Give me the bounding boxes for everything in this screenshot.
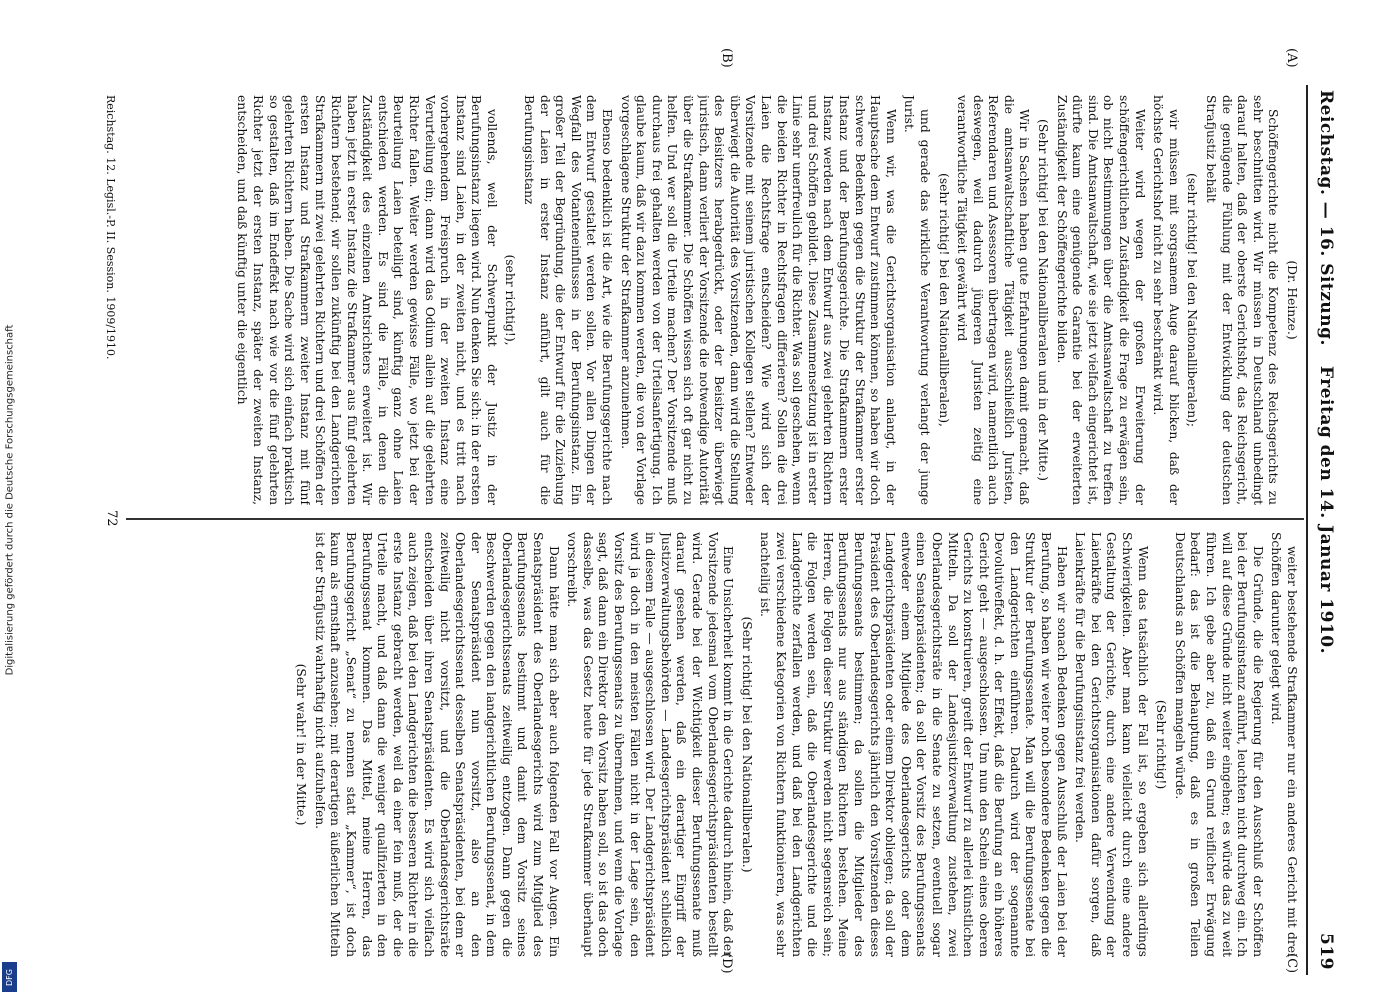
right-column <box>141 532 1299 957</box>
margin-mark-d: (D) <box>719 953 734 974</box>
header-date: Freitag den 14. Januar 1910. <box>1316 365 1336 655</box>
paragraph: (sehr richtig! bei den Nationalliberalen); <box>1185 172 1200 428</box>
page-footer: Reichstag. 12. Legisl.-P. II. Session. 1909/1910. <box>104 95 117 360</box>
paragraph: und gerade das wirkliche Verantwortung verlangt der junge Jurist. <box>902 95 932 505</box>
margin-mark-c: (C) <box>1284 953 1299 974</box>
digitization-credit <box>0 0 20 1000</box>
rotated-page-container <box>60 40 1380 980</box>
margin-mark-b: (B) <box>719 48 734 68</box>
page-number: 519 <box>1316 933 1336 970</box>
paragraph: Schöffengerichte nicht die Kompetenz des Reichsgerichts zu sehr beschnitten wird. Wir müssen in Deutschland unbedingt darauf halten, daß der oberste Gerichtshof, das Reichsgericht, die genügende Fühlung mit der Entwicklung der deutschen Strafjustiz behält <box>1204 95 1281 505</box>
paragraph: (sehr richtig!), <box>503 254 518 346</box>
paragraph: (Sehr richtig! bei den Nationalliberalen.) <box>739 616 754 873</box>
credit-text: Digitalisierung gefördert durch die Deutsche Forschungsgemeinschaft <box>4 324 16 676</box>
left-column <box>141 95 1299 505</box>
margin-mark-a: (A) <box>1284 48 1299 68</box>
paragraph: vollends, weil der Schwerpunkt der Justiz in der Berufungsinstanz liegen wird. Nun denken Sie sich: in der ersten Instanz sind Laien, in der zweiten nicht, und es tritt nach vorhergehendem Freispruch in der zweiten Instanz eine Verurteilung ein; dann wird das Odium allein auf die gelehrten Richter fallen. Weiter werden gewisse Fälle, wo jetzt bei der Beurteilung Laien beteiligt sind, künftig ganz ohne Laien entschieden werden. Es sind die Fälle, in denen die Zuständigkeit des einzelnen Amtsrichters erweitert ist. Wir haben jetzt in erster Instanz die Strafkammer aus fünf gelehrten Richtern bestehend; wir sollen zukünftig bei den Landgerichten Strafkammern mit zwei gelehrten Richtern und drei Schöffen der ersten Instanz und Strafkammern zweiter Instanz mit fünf gelehrten Richtern haben. Die Sache wird sich einfach praktisch so gestalten, daß im Endeffekt nach wie vor die fünf gelehrten Richter jetzt der ersten Instanz, später der zweiten Instanz, entscheiden, und daß künftig unter die eigentlich <box>235 95 499 505</box>
paragraph: Eine Unsicherheit kommt in die Gerichte dadurch hinein, daß der Vorsitzende jedesmal vom Oberlandesgerichtspräsidenten bestellt wird. Gerade bei der Wichtigkeit dieser Berufungssenate muß darauf gesehen werden, daß ein derartiger Eingriff der Justizverwaltungsbehörden — Landesgerichtspräsident schließlich in diesem Falle — ausgeschlossen wird. Der Landgerichtspräsident wird ja doch in den meisten Fällen nicht in der Lage sein, den Vorsitz des Berufungssenats zu übernehmen, und wenn die Vorlage sagt, daß dann ein Direktor den Vorsitz haben soll, so ist das doch dasselbe, was das Gesetz heute für jede Strafkammer überhaupt vorschreibt. <box>565 532 736 957</box>
paragraph: Weiter wird wegen der großen Erweiterung der schöffengerichtlichen Zuständigkeit die Frage zu erwägen sein, ob nicht Bestimmungen über die Amtsanwaltschaft zu treffen sind. Die Amtsanwaltschaft, wie sie jetzt vielfach eingerichtet ist, dürfte kaum eine genügende Garantie bei der erweiterten Zuständigkeit der Schöffengerichte bilden. <box>1054 95 1147 505</box>
column-divider <box>126 518 1304 520</box>
paragraph: (Sehr wahr! in der Mitte.) <box>294 663 309 826</box>
paragraph: Die Gründe, die die Regierung für den Ausschluß der Schöffen bei der Berufungsinstanz anführt, leuchten nicht durchweg ein. Ich will auf diese Gründe nicht weiter eingehen; es würde das zu weit führen. Ich gebe aber zu, daß ein Grund reiflicher Erwägung bedarf: das ist die Behauptung, daß es in großen Teilen Deutschlands an Schöffen mangeln würde. <box>1172 532 1265 957</box>
header-rule <box>1306 85 1308 975</box>
paragraph: (Sehr richtig!) <box>1154 699 1169 790</box>
header-left: Reichstag. — 16. Sitzung. <box>1316 90 1336 346</box>
page-header <box>1310 40 1344 980</box>
paragraph: Haben wir sonach Bedenken gegen Ausschluß der Laien bei der Berufung, so haben wir weiter noch besondere Bedenken gegen die Struktur der Berufungssenate. Man will die Berufungssenate bei den Landgerichten einführen. Dadurch wird der sogenannte Devolutiveffekt, d. h. der Effekt, daß die Berufung an ein höheres Gericht geht — ausgeschlossen. Um nun den Schein eines oberen Gerichts zu konstruieren, greift der Entwurf zu allerlei künstlichen Mitteln. Da soll der Landesjustizverwaltung zustehen, zwei Oberlandesgerichtsräte in die Senate zu setzen, eventuell sogar einen Senatspräsidenten; da soll der Vorsitz des Berufungssenats entweder einem Mitgliede des Oberlandesgerichts oder dem Landgerichtspräsidenten oder einem Direktor obliegen; da soll der Präsident des Oberlandesgerichts jährlich den Vorsitzenden dieses Berufungssenats bestimmen; da sollen die Mitglieder des Berufungssenats nur aus ständigen Richtern bestehen. Meine Herren, die Folgen dieser Struktur werden nicht segensreich sein; die Folgen werden sein, daß die Oberlandesgerichte und die Landgerichte zerfallen werden, und daß bei den Landgerichten zwei verschiedene Kategorien von Richtern funktionieren, was sehr nachteilig ist. <box>758 532 1069 957</box>
document-page <box>86 40 1354 980</box>
paragraph: Wenn wir, was die Gerichtsorganisation anlangt, in der Hauptsache dem Entwurf zustimmen können, so haben wir doch schwere Bedenken gegen die Struktur der Strafkammer erster Instanz und der Berufungsgerichte. Die Strafkammern erster Instanz werden nach dem Entwurf aus zwei gelehrten Richtern und drei Schöffen gebildet. Diese Zusammensetzung ist in erster Linie sehr unerfreulich für die Richter. Was soll geschehen, wenn die beiden Richter in Rechtsfragen differieren? Sollen die drei Laien die Rechtsfrage entscheiden? Wie wird sich der Vorsitzende mit seinem juristischen Kollegen stellen? Entweder überwiegt die Autorität des Vorsitzenden, dann wird die Stellung des Beisitzers herabgedrückt, oder der Beisitzer überwiegt juristisch, dann verliert der Vorsitzende die notwendige Autorität über die Strafkammer. Die Schöffen wissen sich oft gar nicht zu helfen. Und wer soll die Urteile machen? Der Vorsitzende muß durchaus frei gehalten werden von der Urteilsanfertigung. Ich glaube kaum, daß wir dazu kommen werden, die von der Vorlage vorgeschlagene Struktur der Strafkammer anzunehmen. <box>618 95 898 505</box>
paragraph: Wir in Sachsen haben gute Erfahrungen damit gemacht, daß die amtsanwaltschaftliche Tätigkeit ausschließlich Juristen, Referendaren und Assessoren übertragen wird, namentlich auch deswegen, weil dadurch jüngeren Juristen zeitig eine verantwortliche Tätigkeit gewährt wird <box>955 95 1032 505</box>
paragraph: Wenn das tatsächlich der Fall ist, so ergeben sich allerdings Schwierigkeiten. Aber man kann vielleicht durch eine andere Gestaltung der Gerichte, durch eine andere Verwendung der Laienkräfte bei den Gerichtsorganisationen dafür sorgen, daß Laienkräfte für die Berufungsinstanz frei werden. <box>1073 532 1150 957</box>
dfg-logo: DFG <box>2 962 17 992</box>
paragraph: (Dr. Heinze.) <box>1285 260 1299 340</box>
paragraph: weiter bestehende Strafkammer nur ein anderes Gericht mit drei Schöffen darunter gelegt wird. <box>1269 532 1299 957</box>
paragraph: (sehr richtig! bei den Nationalliberalen), <box>936 173 951 427</box>
paragraph: (Sehr richtig! bei den Nationalliberalen und in der Mitte.) <box>1036 119 1051 481</box>
paragraph: Dann hätte man sich aber auch folgenden Fall vor Augen. Ein Senatspräsident des Oberlandesgerichts wird zum Mitglied des Berufungssenats bestimmt und damit dem Vorsitz seines Oberlandesgerichtssenats zeitweilig entzogen. Dann gegen die Beschwerden gegen den landgerichtlichen Berufungssenat, in dem der Senatspräsident nun vorsitzt, also an den Oberlandesgerichtssenat desselben Senatspräsidenten, bei dem er zeitweilig nicht vorsitzt, und die Oberlandesgerichtsräte entscheiden über ihren Senatspräsidenten. Es wird sich vielfach auch zeigen, daß bei den Landgerichten die besseren Richter in die erste Instanz gebracht werden, weil da einer fein muß, der die Urteile macht, und daß dann die weniger qualifizierten in den Berufungssenat kommen. Das Mittel, meine Herren, das Berufungsgericht „Senat“ zu nennen statt „Kammer“, ist doch kaum als ernsthaft anzusehen; mit derartigen äußerlichen Mitteln ist der Strafjustiz wahrhaftig nicht aufzuhelfen. <box>312 532 561 957</box>
footer-number: 72 <box>104 510 119 527</box>
paragraph: wir müssen mit sorgsamem Auge darauf blicken, daß der höchste Gerichtshof nicht zu sehr beschränkt wird. <box>1151 95 1181 505</box>
paragraph: Ebenso bedenklich ist die Art, wie die Berufungsgerichte nach dem Entwurf gestaltet werden sollen. Vor allen Dingen der Wegfall des Votanteneinflusses in der Berufungsinstanz. Ein großer Teil der Begründung, die der Entwurf für die Zuziehung der Laien in erster Instanz anführt, gilt auch für die Berufungsinstanz <box>522 95 615 505</box>
